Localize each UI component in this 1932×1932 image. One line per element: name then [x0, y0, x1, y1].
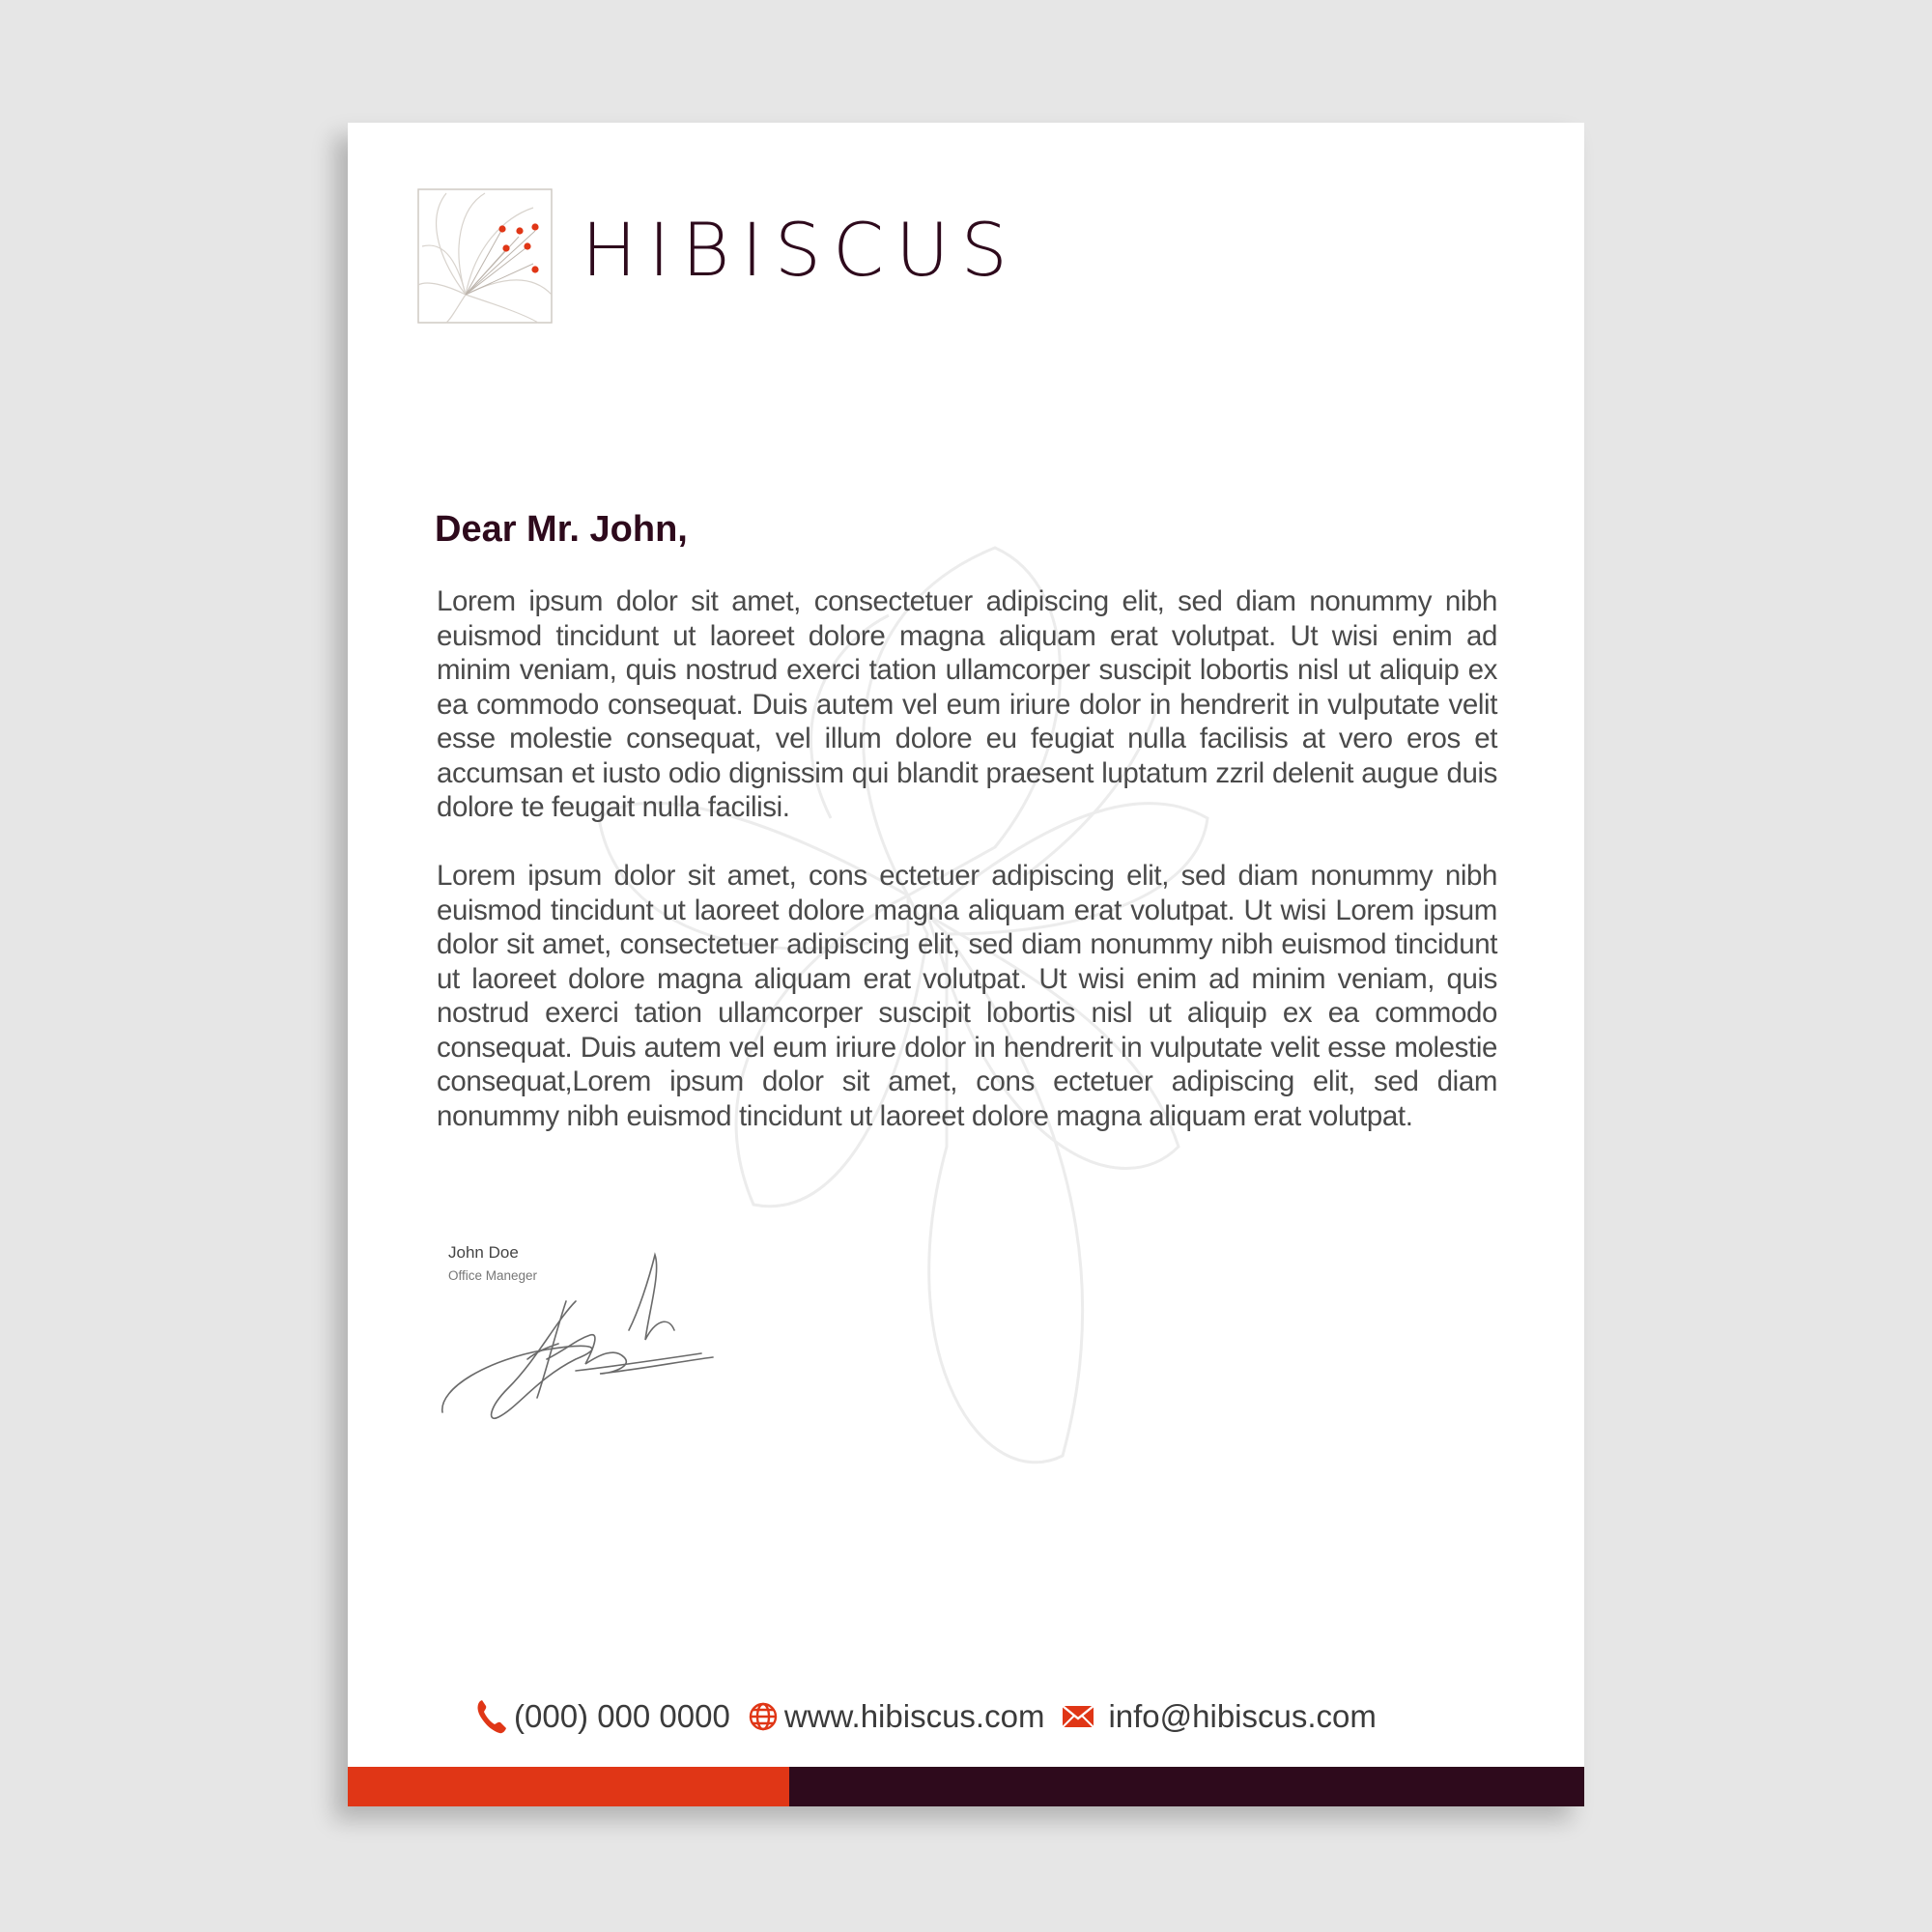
brand-name: HIBISCUS: [582, 207, 1019, 293]
phone-icon: [475, 1698, 508, 1735]
letter-paragraph-2: Lorem ipsum dolor sit amet, cons ectetuer adipiscing elit, sed diam nonummy nibh euismod tincidunt ut laoreet dolore magna aliquam erat volutpat. Ut wisi Lorem ipsum dolor sit amet, consectetuer adipiscing elit, sed diam nonummy nibh euismod tincidunt ut laoreet dolore magna aliquam erat volutpat. Ut wisi enim ad minim veniam, quis nostrud exerci tation ullamcorper suscipit lobortis nisl ut aliquip ex ea commodo consequat. Duis autem vel eum iriure dolor in hendrerit in vulputate velit esse molestie consequat,Lorem ipsum dolor sit amet, cons ectetuer adipiscing elit, sed diam nonummy nibh euismod tincidunt ut laoreet dolore magna aliquam erat volutpat.: [437, 860, 1497, 1132]
hibiscus-logo-icon: [417, 188, 553, 324]
footer-stripe-orange: [348, 1767, 789, 1806]
globe-icon: [748, 1701, 779, 1732]
signer-name: John Doe: [448, 1243, 519, 1262]
contact-email[interactable]: [1062, 1698, 1376, 1735]
website-link: www.hibiscus.com: [783, 1698, 1045, 1734]
letterhead-page: [348, 123, 1584, 1806]
contact-bar: [475, 1693, 1394, 1740]
signer-role: Office Maneger: [448, 1268, 538, 1283]
footer-stripe-dark: [789, 1767, 1584, 1806]
contact-phone[interactable]: [475, 1698, 730, 1735]
handwritten-signature: [431, 1243, 721, 1427]
letter-greeting: Dear Mr. John,: [435, 509, 688, 550]
letter-paragraph-1: Lorem ipsum dolor sit amet, consectetuer adipiscing elit, sed diam nonummy nibh euismod tincidunt ut laoreet dolore magna aliquam erat volutpat. Ut wisi enim ad minim veniam, quis nostrud exerci tation ullamcorper suscipit lobortis nisl ut aliquip ex ea commodo consequat. Duis autem vel eum iriure dolor in hendrerit in vulputate velit esse molestie consequat, vel illum dolore eu feugiat nulla facilisis at vero eros et accumsan et iusto odio dignissim qui blandit praesent luptatum zzril delenit augue duis dolore te feugait nulla facilisi.: [437, 585, 1497, 823]
email-link: info@hibiscus.com: [1108, 1698, 1377, 1734]
contact-website[interactable]: [748, 1698, 1045, 1735]
phone-number: (000) 000 0000: [514, 1698, 730, 1734]
envelope-icon: [1062, 1704, 1094, 1729]
